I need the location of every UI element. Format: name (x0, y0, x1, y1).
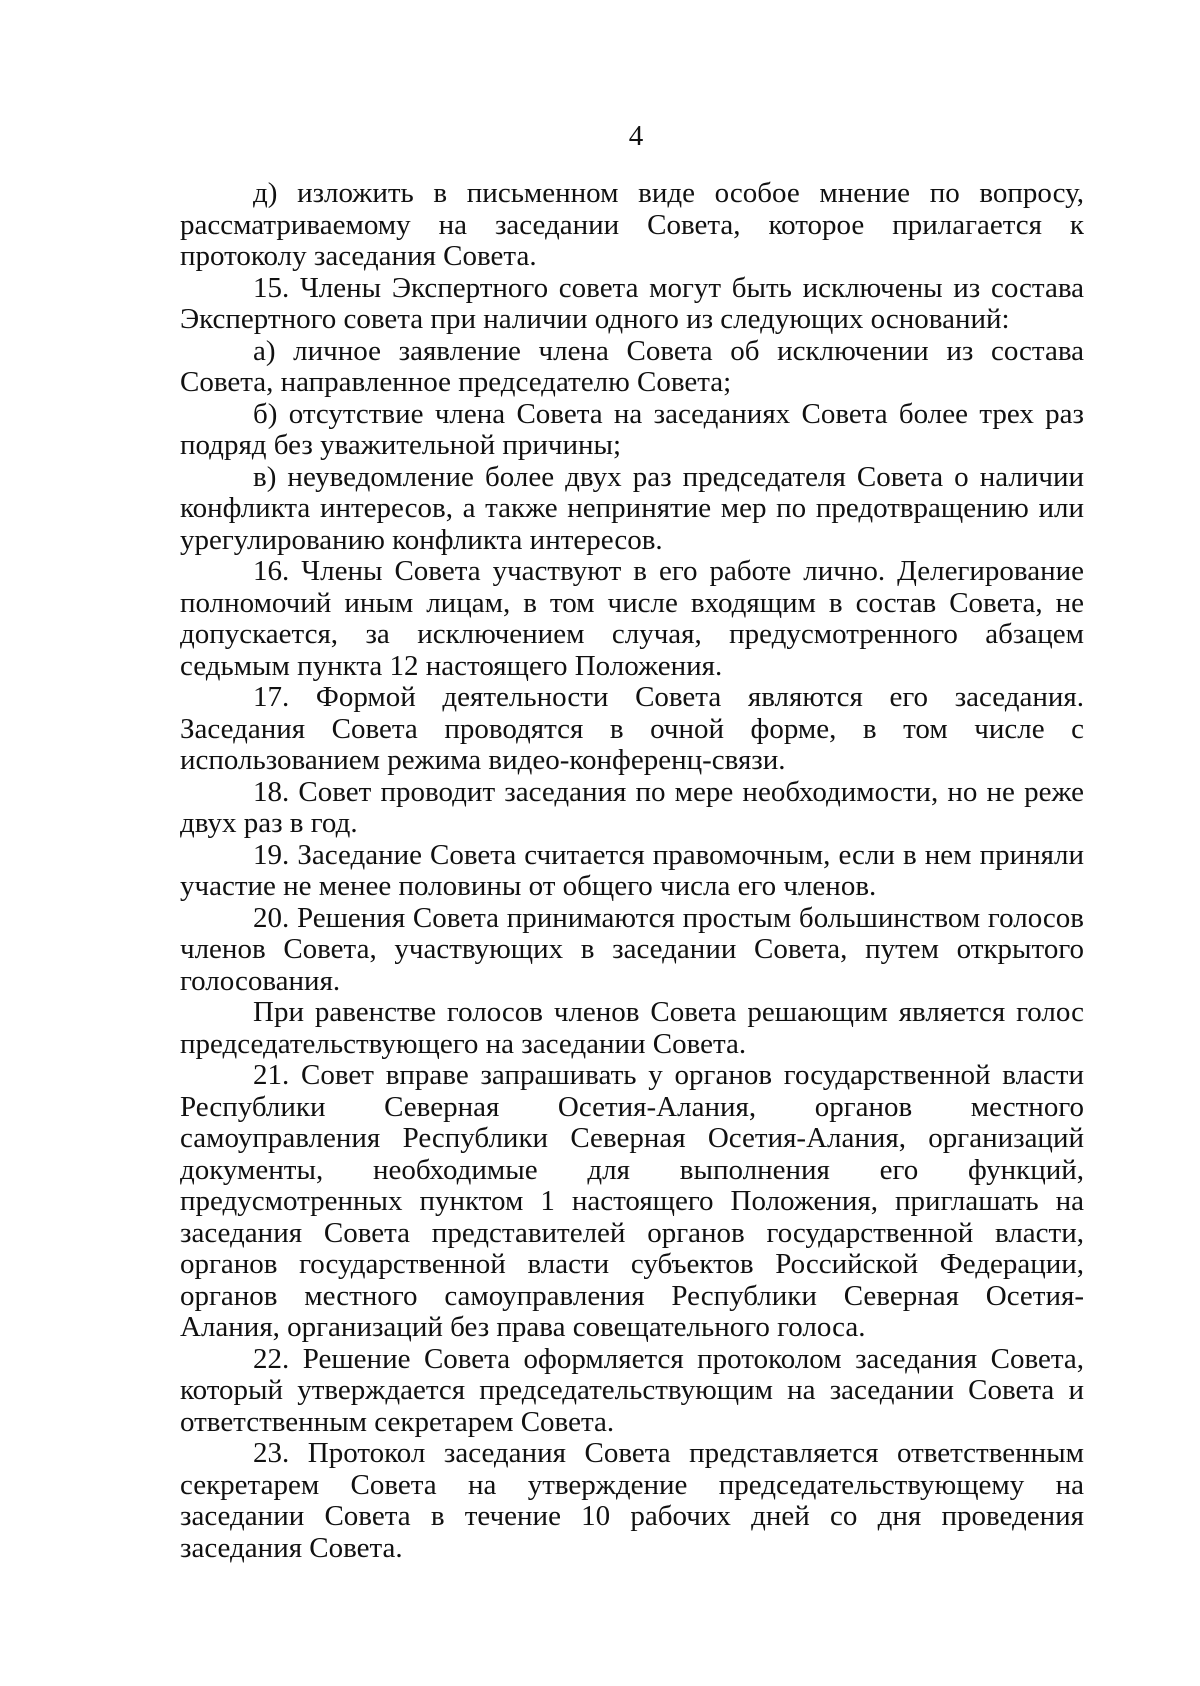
paragraph-15-b: б) отсутствие члена Совета на заседаниях Совета более трех раз подряд без уважительной причины; (180, 397, 1084, 461)
paragraph-20: 20. Решения Совета принимаются простым большинством голосов членов Совета, участвующих в заседании Совета, путем открытого голосования. (180, 901, 1084, 997)
paragraph-21: 21. Совет вправе запрашивать у органов государственной власти Республики Северная Осетия-Алания, органов местного самоуправления Республики Северная Осетия-Алания, организаций документы, необходимые для выполнения его функций, предусмотренных пунктом 1 настоящего Положения, приглашать на заседания Совета представителей органов государственной власти, органов государственной власти субъектов Российской Федерации, органов местного самоуправления Республики Северная Осетия-Алания, организаций без права совещательного голоса. (180, 1059, 1084, 1343)
paragraph-18: 18. Совет проводит заседания по мере необходимости, но не реже двух раз в год. (180, 775, 1084, 839)
paragraph-d-special-opinion: д) изложить в письменном виде особое мнение по вопросу, рассматриваемому на заседании Совета, которое прилагается к протоколу заседания Совета. (180, 177, 1084, 272)
paragraph-20-tie-vote: При равенстве голосов членов Совета решающим является голос председательствующего на заседании Совета. (180, 996, 1084, 1060)
paragraph-16: 16. Члены Совета участвуют в его работе лично. Делегирование полномочий иным лицам, в том числе входящим в состав Совета, не допускается, за исключением случая, предусмотренного абзацем седьмым пункта 12 настоящего Положения. (180, 555, 1084, 682)
document-body (180, 178, 1084, 1564)
paragraph-15-a: а) личное заявление члена Совета об исключении из состава Совета, направленное председателю Совета; (180, 334, 1084, 398)
paragraph-19: 19. Заседание Совета считается правомочным, если в нем приняли участие не менее половины от общего числа его членов. (180, 838, 1084, 902)
paragraph-15: 15. Члены Экспертного совета могут быть исключены из состава Экспертного совета при наличии одного из следующих оснований: (180, 271, 1084, 335)
paragraph-23: 23. Протокол заседания Совета представляется ответственным секретарем Совета на утверждение председательствующему на заседании Совета в течение 10 рабочих дней со дня проведения заседания Совета. (180, 1437, 1084, 1564)
paragraph-22: 22. Решение Совета оформляется протоколом заседания Совета, который утверждается председательствующим на заседании Совета и ответственным секретарем Совета. (180, 1342, 1084, 1438)
paragraph-15-v: в) неуведомление более двух раз председателя Совета о наличии конфликта интересов, а также непринятие мер по предотвращению или урегулированию конфликта интересов. (180, 460, 1084, 556)
page-number: 4 (628, 120, 644, 152)
paragraph-17: 17. Формой деятельности Совета являются его заседания. Заседания Совета проводятся в очной форме, в том числе с использованием режима видео-конференц-связи. (180, 681, 1084, 776)
